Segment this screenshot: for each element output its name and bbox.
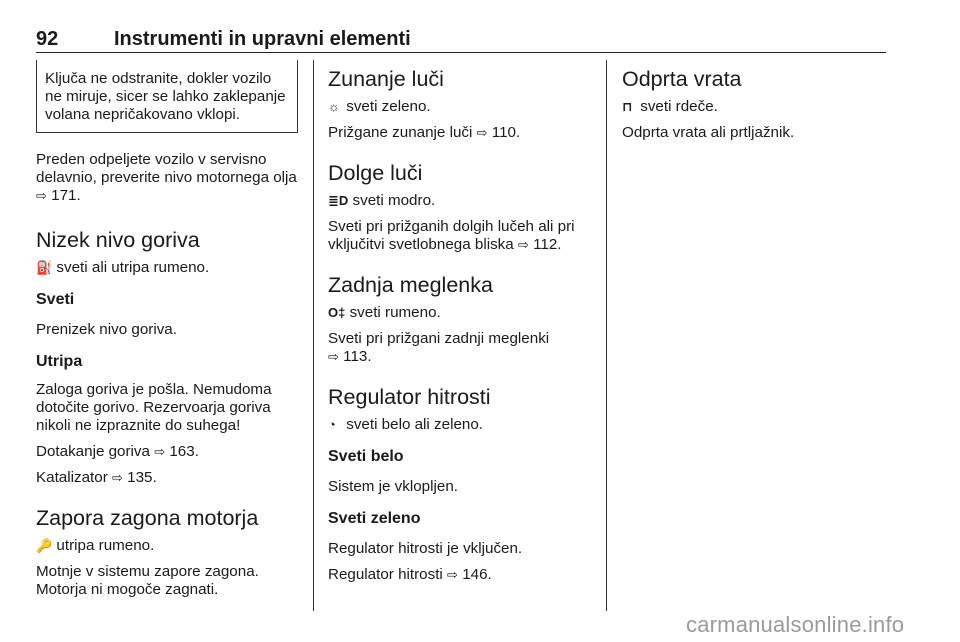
section-heading-exterior-lights: Zunanje luči [328, 67, 444, 91]
note-box [36, 60, 298, 133]
fuel-utripa-text: Zaloga goriva je pošla. Nemudoma dotočite gorivo. Rezervoarja goriva nikoli ne izpraznite do suhega! [36, 381, 272, 434]
subheading-sveti-zeleno: Sveti zeleno [328, 510, 421, 527]
subheading-sveti-belo: Sveti belo [328, 448, 404, 465]
cruise-status: ◔ sveti belo ali zeleno. [328, 416, 484, 433]
subheading-utripa: Utripa [36, 353, 83, 370]
section-heading-cruise-control: Regulator hitrosti [328, 385, 491, 409]
door-status: ⊓ sveti rdeče. [622, 98, 718, 115]
page-ref[interactable]: 163. [169, 443, 199, 460]
exterior-text: Prižgane zunanje luči ⇨ 110. [328, 124, 521, 141]
column-divider [313, 60, 314, 611]
exterior-status: ☼ sveti zeleno. [328, 98, 431, 115]
fuel-sveti-text: Prenizek nivo goriva. [36, 321, 177, 338]
page-ref[interactable]: 146. [462, 566, 492, 583]
column-1 [36, 60, 298, 599]
page-header [36, 28, 886, 53]
page-ref[interactable]: 171. [51, 187, 81, 204]
immobilizer-status: 🔑 utripa rumeno. [36, 537, 155, 554]
exterior-lights-icon: ☼ [328, 99, 340, 114]
catalyst-ref-line: Katalizator ⇨ 135. [36, 469, 157, 486]
watermark: carmanualsonline.info [686, 612, 905, 637]
immobilizer-icon: 🔑 [36, 538, 53, 553]
immobilizer-text: Motnje v sistemu zapore zagona. Motorja ni mogoče zagnati. [36, 563, 259, 598]
cruise-white-text: Sistem je vklopljen. [328, 478, 458, 495]
fuel-ref-line: Dotakanje goriva ⇨ 163. [36, 443, 199, 460]
column-3 [622, 60, 884, 142]
section-heading-rear-fog: Zadnja meglenka [328, 273, 493, 297]
page-ref-icon: ⇨ [36, 188, 47, 203]
note-text: Ključa ne odstranite, dokler vozilo ne miruje, sicer se lahko zaklepanje volana nepričakovano vklopi. [45, 70, 286, 123]
cruise-control-icon: ◔ [328, 417, 336, 432]
service-paragraph: Preden odpeljete vozilo v servisno delavnio, preverite nivo motornega olja ⇨ 171. [36, 151, 297, 204]
page-number: 92 [36, 28, 59, 50]
page-ref[interactable]: 112. [533, 236, 562, 253]
page-ref-icon: ⇨ [517, 237, 529, 252]
subheading-sveti: Sveti [36, 291, 75, 308]
section-heading-high-beam: Dolge luči [328, 161, 423, 185]
column-2 [328, 60, 590, 584]
high-beam-icon: ≣D [328, 193, 349, 208]
page-ref-icon: ⇨ [447, 567, 458, 582]
rear-fog-light-icon: O‡ [328, 305, 346, 320]
page-ref[interactable]: 113. [343, 348, 372, 365]
cruise-ref-line: Regulator hitrosti ⇨ 146. [328, 566, 492, 583]
section-heading-immobilizer: Zapora zagona motorja [36, 506, 259, 530]
page-ref-icon: ⇨ [476, 125, 488, 140]
fuel-pump-icon: ⛽ [36, 260, 53, 275]
section-heading-fuel: Nizek nivo goriva [36, 228, 200, 252]
page-ref-icon: ⇨ [112, 470, 123, 485]
fog-status: O‡ sveti rumeno. [328, 304, 441, 321]
page-ref-icon: ⇨ [154, 444, 166, 459]
page-title: Instrumenti in upravni elementi [114, 28, 411, 50]
column-divider [606, 60, 607, 611]
high-beam-status: ≣D sveti modro. [328, 192, 436, 209]
section-heading-open-door: Odprta vrata [622, 67, 742, 91]
door-text: Odprta vrata ali prtljažnik. [622, 124, 795, 141]
fuel-status: ⛽ sveti ali utripa rumeno. [36, 259, 210, 276]
high-beam-text: Sveti pri prižganih dolgih lučeh ali pri vključitvi svetlobnega bliska ⇨ 112. [328, 218, 575, 253]
cruise-green-text: Regulator hitrosti je vključen. [328, 540, 523, 557]
page-ref[interactable]: 135. [127, 469, 157, 486]
fog-text: Sveti pri prižgani zadnji meglenki ⇨ 113. [328, 330, 550, 365]
page-ref-icon: ⇨ [328, 349, 339, 364]
open-door-icon: ⊓ [622, 99, 633, 114]
page-ref[interactable]: 110. [491, 124, 521, 141]
